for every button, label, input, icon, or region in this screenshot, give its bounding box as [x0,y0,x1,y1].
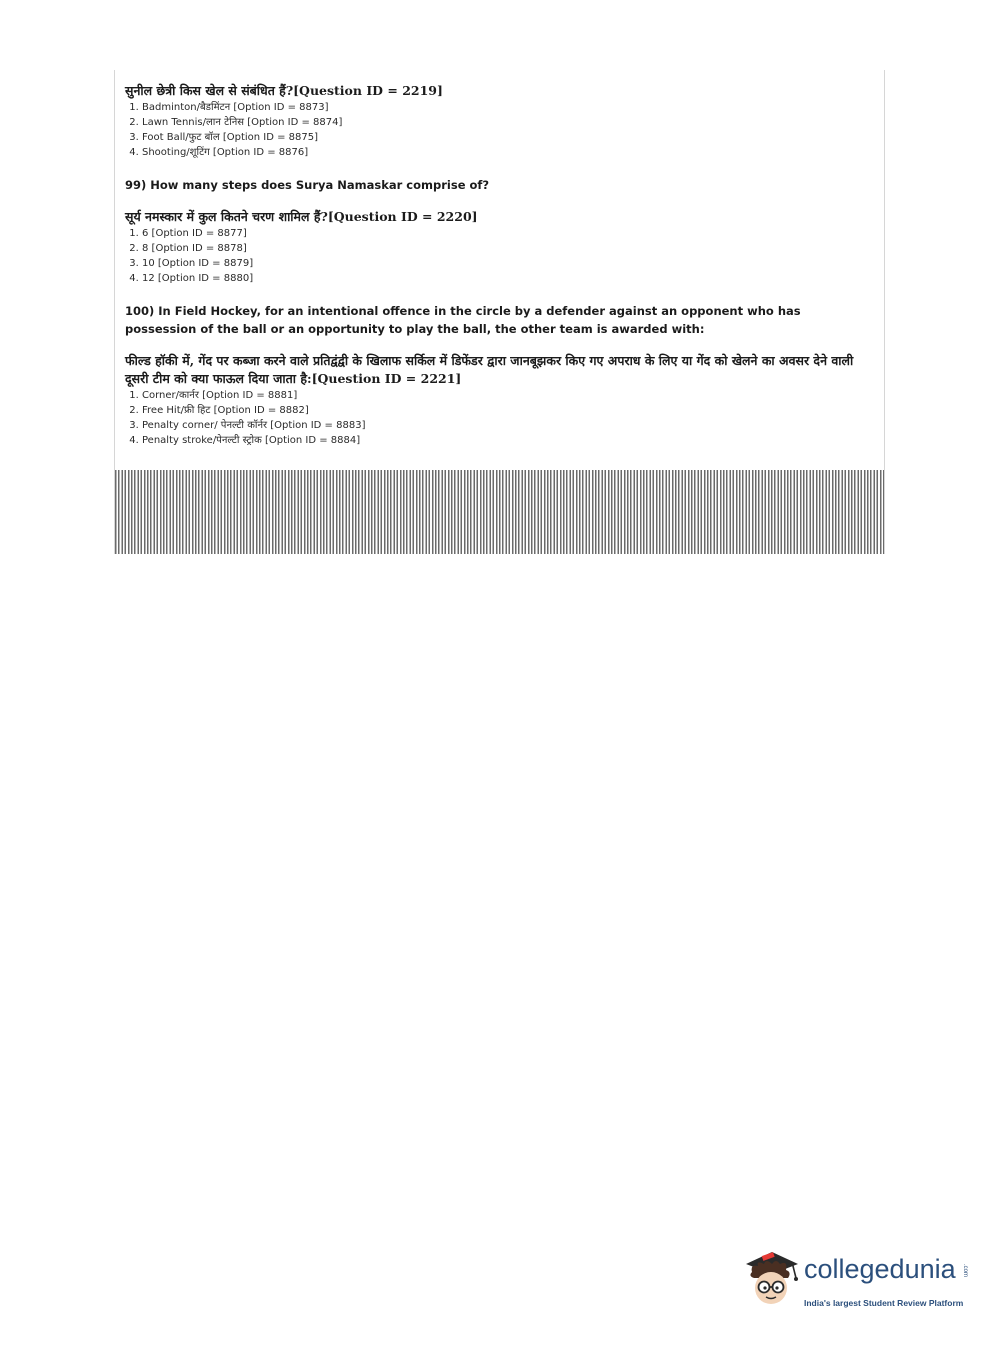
question-content [125,82,875,448]
option-item: 2. 8 [Option ID = 8878] [142,241,875,256]
option-item: 3. Foot Ball/फुट बॉल [Option ID = 8875] [142,130,875,145]
option-item: 2. Free Hit/फ्री हिट [Option ID = 8882] [142,403,875,418]
option-item: 4. Shooting/शूटिंग [Option ID = 8876] [142,145,875,160]
question-sheet [114,70,885,554]
option-item: 3. 10 [Option ID = 8879] [142,256,875,271]
logo-tagline: India's largest Student Review Platform [804,1298,964,1308]
question-99-options [125,226,875,286]
question-99-hindi: सूर्य नमस्कार में कुल कितने चरण शामिल हैं?[Question ID = 2220] [125,209,478,224]
option-item: 2. Lawn Tennis/लान टेनिस [Option ID = 8874] [142,115,875,130]
student-mascot-icon [742,1250,802,1312]
option-item: 1. 6 [Option ID = 8877] [142,226,875,241]
option-item: 1. Corner/कार्नर [Option ID = 8881] [142,388,875,403]
option-item: 4. 12 [Option ID = 8880] [142,271,875,286]
question-100-options [125,388,875,448]
option-item: 3. Penalty corner/ पेनल्टी कॉर्नर [Option ID = 8883] [142,418,875,433]
question-98-hindi: सुनील छेत्री किस खेल से संबंधित हैं?[Question ID = 2219] [125,83,443,98]
collegedunia-logo[interactable] [742,1250,972,1316]
question-100-english: 100) In Field Hockey, for an intentional offence in the circle by a defender against an opponent who has possession of the ball or an opportunity to play the ball, the other team is awarded with: [125,304,801,336]
option-item: 4. Penalty stroke/पेनल्टी स्ट्रोक [Option ID = 8884] [142,433,875,448]
question-99-english: 99) How many steps does Surya Namaskar comprise of? [125,178,490,192]
question-98-options [125,100,875,160]
option-item: 1. Badminton/बैडमिंटन [Option ID = 8873] [142,100,875,115]
question-100-hindi: फील्ड हॉकी में, गेंद पर कब्जा करने वाले प्रतिद्वंद्वी के खिलाफ सर्किल में डिफेंडर द्वारा जानबूझकर किए गए अपराध के लिए या गेंद को खेलने का अवसर देने वाली दूसरी टीम को क्या फाऊल दिया जाता है:[Question ID = 2221] [125,353,854,386]
logo-suffix: .com [962,1264,968,1278]
barcode-strip [115,470,884,554]
logo-wordmark: collegedunia [804,1254,956,1284]
